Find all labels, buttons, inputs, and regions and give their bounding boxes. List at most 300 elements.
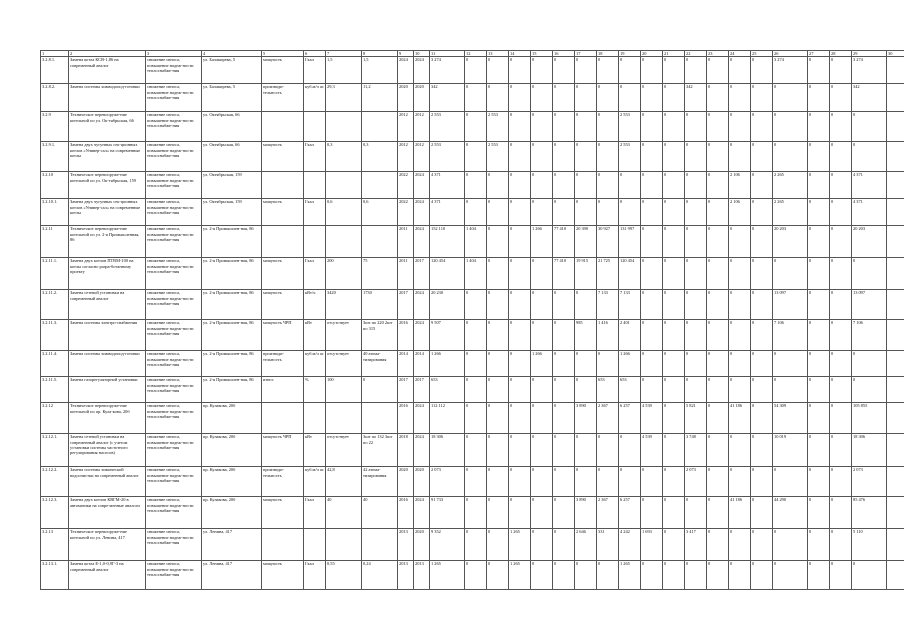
table-cell: 1 265 (430, 561, 465, 590)
table-cell: 0 (808, 172, 830, 199)
table-cell: 0 (751, 377, 773, 403)
column-number-cell: 24 (729, 51, 751, 57)
table-cell: 2 106 (729, 199, 751, 226)
table-cell: 0 (509, 57, 531, 84)
table-cell: 2012 (414, 112, 430, 142)
table-cell: 0 (751, 258, 773, 290)
table-cell: 1,5 (326, 57, 362, 84)
table-cell: 0 (663, 320, 685, 351)
table-cell (887, 377, 904, 403)
table-cell: 0 (575, 199, 597, 226)
table-cell: 0 (751, 199, 773, 226)
table-cell: 0 (663, 403, 685, 434)
table-cell: 2016 (398, 497, 414, 529)
table-cell: снижение износа, повышение надеж-ности теплоснабже-ния (146, 226, 202, 258)
table-cell: 0 (553, 434, 575, 467)
table-cell: Техническое перевооруже-ние котельной по пр. Кула-кова, 20б (69, 403, 146, 434)
table-cell: 2016 (398, 403, 414, 434)
table-cell: 0 (641, 258, 663, 290)
table-cell: мощность ЧРП (262, 434, 304, 467)
table-row (41, 467, 904, 497)
table-cell: снижение износа, повышение надеж-ности теплоснабже-ния (146, 561, 202, 590)
table-cell: 0 (830, 529, 852, 561)
table-cell: кВт (304, 320, 326, 351)
table-row (41, 561, 904, 590)
table-cell: Замена системы химводопод-готовки (69, 84, 146, 112)
table-cell: 44 290 (773, 497, 808, 529)
table-cell: 0 (852, 258, 887, 290)
table-cell: 0 (553, 84, 575, 112)
table-cell: 41 186 (729, 497, 751, 529)
table-cell: 0 (465, 434, 487, 467)
table-cell: 2 367 (597, 497, 619, 529)
table-cell: 40 (362, 497, 398, 529)
table-cell (887, 172, 904, 199)
table-cell: 3 748 (685, 434, 707, 467)
table-cell: 2017 (414, 258, 430, 290)
table-cell (362, 226, 398, 258)
table-cell: 9 352 (430, 529, 465, 561)
table-cell: 3.2.11.1. (41, 258, 69, 290)
table-cell: снижение износа, повышение надеж-ности теплоснабже-ния (146, 434, 202, 467)
table-cell (887, 467, 904, 497)
column-number-cell: 3 (146, 51, 202, 57)
table-cell: ул. Октябрьская, 66 (202, 142, 262, 172)
table-cell: 0 (808, 226, 830, 258)
table-cell: Замена системы химической водоочистки на современный аналог (69, 467, 146, 497)
table-cell: 0 (597, 84, 619, 112)
table-cell: 0 (531, 434, 553, 467)
table-cell: 4 371 (430, 172, 465, 199)
table-cell: 0 (641, 226, 663, 258)
table-cell: ул. Ленина, 417 (202, 529, 262, 561)
table-cell: 85 476 (852, 497, 887, 529)
table-cell: 2011 (398, 226, 414, 258)
table-cell: 0 (808, 258, 830, 290)
table-cell: 2024 (398, 57, 414, 84)
table-cell: ул. Октябрьская, 159 (202, 199, 262, 226)
table-cell: 0 (641, 351, 663, 377)
table-cell: 2024 (414, 434, 430, 467)
table-cell: 0 (641, 497, 663, 529)
table-cell: 0 (830, 226, 852, 258)
table-cell: Техническое перевооруже-ние котельной по ул. Ленина, 417 (69, 529, 146, 561)
table-cell: 1,5 (362, 57, 398, 84)
table-cell: 2016 (398, 320, 414, 351)
table-cell: 2 073 (685, 467, 707, 497)
table-cell: 2022 (398, 199, 414, 226)
table-cell: 0 (641, 320, 663, 351)
table-cell: ул. 2-я Промышлен-ная, 86 (202, 290, 262, 320)
table-cell: 91 733 (430, 497, 465, 529)
column-number-cell: 28 (830, 51, 852, 57)
column-number-cell: 16 (553, 51, 575, 57)
table-cell: 0 (553, 112, 575, 142)
table-cell: 653 (619, 377, 641, 403)
table-cell: 0 (553, 199, 575, 226)
table-row (41, 172, 904, 199)
table-cell: 0 (852, 351, 887, 377)
table-cell: 0 (531, 290, 553, 320)
table-cell: производи-тельность (262, 84, 304, 112)
table-cell: 42,8 (326, 467, 362, 497)
table-cell: 0 (808, 320, 830, 351)
table-cell (262, 112, 304, 142)
table-cell: 0 (509, 497, 531, 529)
table-cell (887, 561, 904, 590)
table-cell: 0 (729, 57, 751, 84)
column-number-cell: 21 (663, 51, 685, 57)
table-cell: 0 (575, 467, 597, 497)
table-cell: 0 (663, 561, 685, 590)
table-cell: 0 (773, 351, 808, 377)
table-cell: 21 725 (597, 258, 619, 290)
table-cell: снижение износа, повышение надеж-ности теплоснабже-ния (146, 57, 202, 84)
column-number-cell: 6 (304, 51, 326, 57)
table-cell: 0 (751, 57, 773, 84)
table-cell: 2 553 (619, 112, 641, 142)
table-cell: 1 266 (531, 351, 553, 377)
table-cell: 0 (751, 403, 773, 434)
table-cell: 0 (531, 467, 553, 497)
table-cell (362, 172, 398, 199)
table-cell (304, 172, 326, 199)
table-cell: 0 (575, 84, 597, 112)
table-cell: Замена котла Е-1,0-0,9Г-3 на современный аналог (69, 561, 146, 590)
table-cell: 0 (729, 84, 751, 112)
table-row (41, 403, 904, 434)
table-cell: ул. 2-я Промышлен-ная, 86 (202, 226, 262, 258)
table-cell: 0 (641, 112, 663, 142)
column-number-cell: 20 (641, 51, 663, 57)
table-cell: 0 (531, 258, 553, 290)
table-cell: 40 (326, 497, 362, 529)
column-number-cell: 19 (619, 51, 641, 57)
table-cell: 0 (487, 199, 509, 226)
table-cell: 0 (575, 290, 597, 320)
table-cell: 2 553 (430, 112, 465, 142)
table-cell: 0 (663, 258, 685, 290)
table-cell: 0 (773, 112, 808, 142)
table-cell: 0 (487, 351, 509, 377)
table-cell: 0 (465, 467, 487, 497)
table-cell: 0 (575, 172, 597, 199)
table-cell: 0 (808, 403, 830, 434)
table-cell: 0 (830, 497, 852, 529)
table-cell: Гкал (304, 258, 326, 290)
table-cell (887, 351, 904, 377)
table-cell: 77 410 (553, 226, 575, 258)
table-cell: 11,2 (362, 84, 398, 112)
table-cell: 10 019 (773, 434, 808, 467)
table-cell: 0 (663, 497, 685, 529)
table-cell: 0 (575, 561, 597, 590)
table-cell: 0 (619, 199, 641, 226)
table-cell: 120 454 (430, 258, 465, 290)
table-cell: пр. Кулакова, 20б (202, 434, 262, 467)
table-cell: 20 203 (852, 226, 887, 258)
table-cell: 0 (465, 112, 487, 142)
table-cell: 0 (619, 84, 641, 112)
table-cell: 0 (808, 112, 830, 142)
table-cell (887, 84, 904, 112)
table-cell: 3.2.8.1. (41, 57, 69, 84)
table-cell: 0,3 (362, 142, 398, 172)
table-cell: 0 (773, 561, 808, 590)
table-cell: 0 (487, 467, 509, 497)
table-cell (326, 529, 362, 561)
table-cell: куб.м/ч ас (304, 467, 326, 497)
table-cell (887, 529, 904, 561)
table-row (41, 258, 904, 290)
table-row (41, 290, 904, 320)
table-row (41, 84, 904, 112)
table-cell: 2 646 (575, 529, 597, 561)
table-cell: 0 (619, 467, 641, 497)
table-cell: 2024 (414, 497, 430, 529)
table-cell: 0 (707, 351, 729, 377)
table-cell: снижение износа, повышение надеж-ности теплоснабже-ния (146, 258, 202, 290)
table-cell: 0 (729, 529, 751, 561)
table-cell: 0 (362, 377, 398, 403)
table-cell: 0 (509, 142, 531, 172)
table-cell: 0 (729, 258, 751, 290)
table-row (41, 529, 904, 561)
table-cell: 1 266 (619, 351, 641, 377)
table-cell: ул. 2-я Промышлен-ная, 86 (202, 258, 262, 290)
table-cell: 342 (852, 84, 887, 112)
table-cell: 0 (531, 199, 553, 226)
table-cell: 0 (830, 112, 852, 142)
table-cell: 0 (685, 290, 707, 320)
table-cell: 3.2.12.3. (41, 497, 69, 529)
table-cell: 0 (663, 226, 685, 258)
table-cell: 3420 (326, 290, 362, 320)
table-cell (262, 226, 304, 258)
table-cell (362, 529, 398, 561)
table-cell: 0 (751, 561, 773, 590)
table-cell: 131 997 (619, 226, 641, 258)
table-cell: 0 (553, 351, 575, 377)
table-cell: 0 (509, 290, 531, 320)
table-cell: ул. Балакирева, 5 (202, 57, 262, 84)
table-cell: 0 (751, 226, 773, 258)
table-cell: 2024 (414, 57, 430, 84)
table-cell: 0 (751, 290, 773, 320)
table-cell: 2013 (398, 529, 414, 561)
table-cell: 3.2.11.5. (41, 377, 69, 403)
table-cell: 0 (641, 142, 663, 172)
table-cell: Замена сетевой установки на современный аналог (с учетом установки системы частотного регулирования насосов) (69, 434, 146, 467)
table-cell: 0 (465, 377, 487, 403)
table-cell: 0 (808, 84, 830, 112)
table-cell: 0 (707, 403, 729, 434)
table-cell: 342 (430, 84, 465, 112)
table-cell: 0 (707, 112, 729, 142)
table-cell: 0 (707, 290, 729, 320)
table-cell: 0 (597, 172, 619, 199)
column-number-cell: 5 (262, 51, 304, 57)
table-cell: 0 (707, 561, 729, 590)
table-cell: 2012 (398, 142, 414, 172)
table-cell: 3 890 (575, 497, 597, 529)
table-cell: 0 (707, 226, 729, 258)
table-cell: 0 (509, 258, 531, 290)
table-cell: 0 (531, 112, 553, 142)
table-cell: 0 (509, 226, 531, 258)
table-cell: производи-тельность (262, 467, 304, 497)
table-cell: снижение износа, повышение надеж-ности теплоснабже-ния (146, 497, 202, 529)
table-cell: 0 (641, 561, 663, 590)
table-cell: 0 (553, 497, 575, 529)
table-cell: Замена двух чугунных сек-ционных котлов «Универ-сал» на современные котлы (69, 199, 146, 226)
table-cell: 2024 (414, 403, 430, 434)
table-cell: 0 (663, 142, 685, 172)
column-number-cell: 1 (41, 51, 69, 57)
table-row (41, 199, 904, 226)
table-cell: 0 (751, 529, 773, 561)
table-cell: 1730 (362, 290, 398, 320)
table-cell: снижение износа, повышение надеж-ности теплоснабже-ния (146, 403, 202, 434)
table-cell: 2 553 (487, 112, 509, 142)
table-cell: 2012 (398, 112, 414, 142)
table-cell: куб.м/ч ас (304, 351, 326, 377)
table-cell: 0 (685, 320, 707, 351)
table-cell: 0 (509, 377, 531, 403)
table-cell: 3.2.12 (41, 403, 69, 434)
column-number-cell: 7 (326, 51, 362, 57)
table-cell: 105 855 (852, 403, 887, 434)
table-cell: 0 (751, 497, 773, 529)
table-cell: 13 097 (773, 290, 808, 320)
table-cell: 0 (487, 320, 509, 351)
table-cell (362, 112, 398, 142)
table-cell: 20 203 (773, 226, 808, 258)
table-cell: 75 (362, 258, 398, 290)
table-cell: ул. 2-я Промышлен-ная, 86 (202, 377, 262, 403)
table-cell: 0 (830, 434, 852, 467)
table-cell: 2014 (398, 351, 414, 377)
table-cell: 0 (597, 57, 619, 84)
column-number-cell: 11 (430, 51, 465, 57)
table-cell: 0 (808, 497, 830, 529)
table-cell: 2 553 (430, 142, 465, 172)
table-cell: 0 (641, 172, 663, 199)
table-cell: 0 (830, 172, 852, 199)
table-cell: 0 (707, 497, 729, 529)
table-cell: 0 (707, 467, 729, 497)
table-cell: снижение износа, повышение надеж-ности теплоснабже-ния (146, 172, 202, 199)
table-cell: 0 (531, 497, 553, 529)
table-cell: 0 (553, 172, 575, 199)
table-cell: ул. Октябрьская, 66 (202, 112, 262, 142)
table-cell: 0 (663, 84, 685, 112)
table-cell: ул. Ленина, 417 (202, 561, 262, 590)
table-cell: отсутствует (326, 320, 362, 351)
table-cell (304, 529, 326, 561)
table-cell: 0 (465, 403, 487, 434)
table-cell: 0 (487, 434, 509, 467)
column-number-cell: 26 (773, 51, 808, 57)
table-cell: снижение износа, повышение надеж-ности теплоснабже-ния (146, 377, 202, 403)
table-cell: 1 416 (597, 320, 619, 351)
table-cell: 653 (597, 377, 619, 403)
table-cell: 0 (531, 84, 553, 112)
table-cell: 2024 (414, 290, 430, 320)
table-cell: 2 265 (773, 199, 808, 226)
table-cell: 0 (685, 199, 707, 226)
table-cell: 0 (487, 172, 509, 199)
table-cell: 3.2.10.1. (41, 199, 69, 226)
table-cell: 0 (707, 434, 729, 467)
investment-program-table (40, 50, 904, 590)
table-cell: 2017 (398, 290, 414, 320)
table-cell: 0 (465, 529, 487, 561)
table-cell: Техническое перевооруже-ние котельной по ул. 2-я Промышленная, 86 (69, 226, 146, 258)
table-cell: 2024 (414, 199, 430, 226)
table-cell: снижение износа, повышение надеж-ности теплоснабже-ния (146, 84, 202, 112)
table-row (41, 377, 904, 403)
table-cell: 0 (487, 258, 509, 290)
table-cell: снижение износа, повышение надеж-ности теплоснабже-ния (146, 290, 202, 320)
table-cell (887, 320, 904, 351)
table-cell: 0 (641, 467, 663, 497)
table-cell: мощность (262, 497, 304, 529)
table-cell: 0 (751, 142, 773, 172)
table-cell: 1 265 (509, 561, 531, 590)
table-cell: 0 (729, 434, 751, 467)
table-row (41, 351, 904, 377)
table-cell: 0 (509, 434, 531, 467)
table-cell: 0 (553, 57, 575, 84)
table-cell: 2 367 (597, 403, 619, 434)
table-cell: 3.2.9 (41, 112, 69, 142)
table-cell: 0 (465, 320, 487, 351)
table-cell: 2013 (414, 561, 430, 590)
table-cell (326, 403, 362, 434)
table-cell: 0 (830, 377, 852, 403)
table-cell: 0 (707, 172, 729, 199)
table-cell: износ (262, 377, 304, 403)
table-cell: 0 (685, 351, 707, 377)
table-cell: 0 (641, 57, 663, 84)
column-number-cell: 14 (509, 51, 531, 57)
table-cell: 0 (575, 112, 597, 142)
table-cell: 29,3 (326, 84, 362, 112)
table-cell: 0 (773, 84, 808, 112)
table-cell: 2 073 (852, 467, 887, 497)
table-cell: 1 266 (531, 226, 553, 258)
table-cell: 0 (509, 84, 531, 112)
table-cell: Замена двух котлов ПТВМ-100 на котлы согласно разра-ботанному проекту (69, 258, 146, 290)
table-cell: 0 (663, 57, 685, 84)
table-row (41, 142, 904, 172)
table-cell: 42 атомa-тизирования (362, 467, 398, 497)
table-cell: 100 (326, 377, 362, 403)
table-cell: 0 (685, 258, 707, 290)
table-cell: 0 (509, 320, 531, 351)
table-cell: 0 (531, 142, 553, 172)
table-cell: 2024 (414, 320, 430, 351)
table-cell: 0 (830, 320, 852, 351)
table-cell: 2017 (398, 377, 414, 403)
table-cell: 2022 (398, 172, 414, 199)
table-cell: 3 274 (773, 57, 808, 84)
table-cell: 0 (707, 57, 729, 84)
table-cell: 0 (707, 377, 729, 403)
table-cell: 0 (707, 320, 729, 351)
table-cell: 2 073 (430, 467, 465, 497)
